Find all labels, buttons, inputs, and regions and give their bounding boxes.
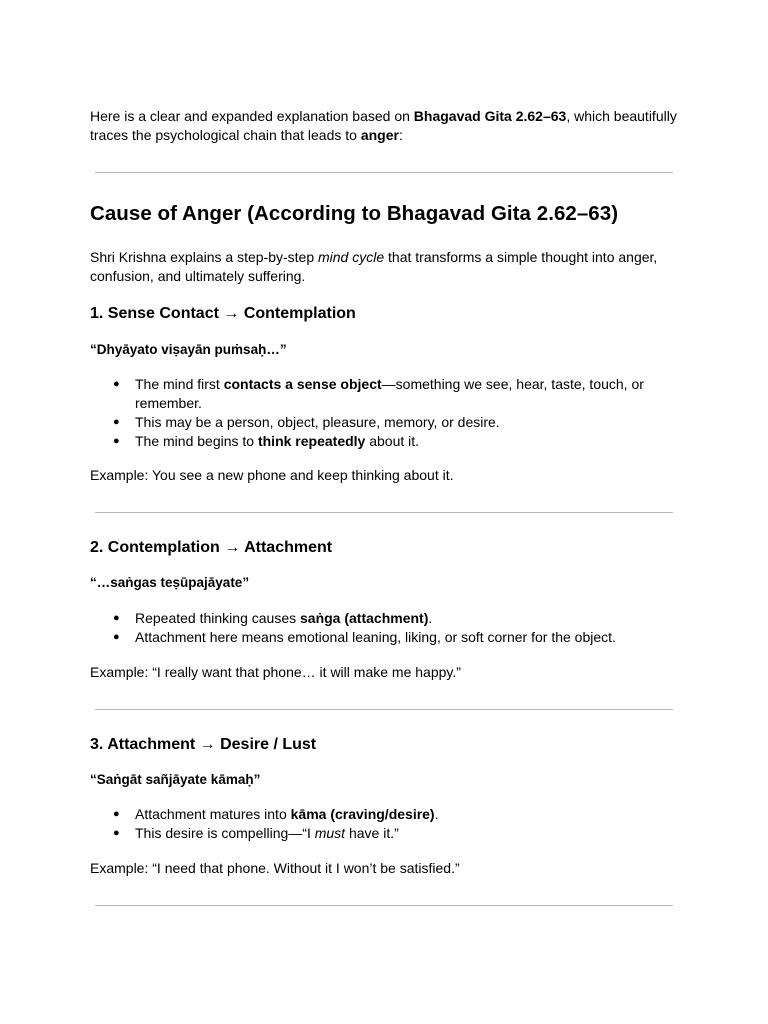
- section-example: Example: “I really want that phone… it will make me happy.”: [90, 664, 461, 680]
- list-item-text: Repeated thinking causes: [135, 610, 300, 626]
- lead-text: Shri Krishna explains a step-by-step: [90, 249, 318, 265]
- intro-text: Here is a clear and expanded explanation based on: [90, 108, 414, 124]
- bullet-list: [90, 805, 680, 843]
- bullet-icon: ●: [113, 631, 120, 643]
- intro-bold-anger: anger: [360, 127, 399, 143]
- list-item-bold: saṅga (attachment): [300, 610, 429, 626]
- intro-text: , which beautifully traces the psychological chain that leads to: [90, 108, 677, 143]
- lead-paragraph: [90, 248, 680, 286]
- bullet-icon: ●: [113, 808, 120, 820]
- bullet-list: [90, 375, 680, 451]
- list-item: [90, 413, 680, 432]
- list-item-text: This may be a person, object, pleasure, memory, or desire.: [135, 414, 500, 430]
- list-item-text: .: [428, 610, 433, 626]
- list-item-bold: contacts a sense object: [223, 376, 382, 392]
- lead-text: that transforms a simple thought into anger, confusion, and ultimately suffering.: [90, 249, 658, 284]
- list-item-text: have it.”: [345, 825, 399, 841]
- page-title: Cause of Anger (According to Bhagavad Gita 2.62–63): [90, 202, 619, 225]
- list-item-text: Attachment here means emotional leaning, liking, or soft corner for the object.: [135, 629, 616, 645]
- list-item-text: This desire is compelling—“I: [135, 825, 315, 841]
- divider: [95, 172, 673, 173]
- section-heading: 3. Attachment → Desire / Lust: [90, 736, 317, 753]
- intro-bold-reference: Bhagavad Gita 2.62–63: [413, 108, 567, 124]
- bullet-icon: ●: [113, 435, 120, 447]
- list-item-bold: think repeatedly: [257, 433, 366, 449]
- divider: [95, 709, 673, 710]
- bullet-icon: ●: [113, 827, 120, 839]
- section-heading: 2. Contemplation → Attachment: [90, 539, 333, 556]
- section-example: Example: “I need that phone. Without it I won’t be satisfied.”: [90, 860, 460, 876]
- list-item-bold: kāma (craving/desire): [290, 806, 435, 822]
- list-item-text: about it.: [365, 433, 420, 449]
- intro-text: :: [398, 127, 403, 143]
- list-item-text: Attachment matures into: [135, 806, 291, 822]
- bullet-icon: ●: [113, 612, 120, 624]
- divider: [95, 512, 673, 513]
- list-item: [90, 628, 680, 647]
- list-item-text: .: [434, 806, 439, 822]
- section-example: Example: You see a new phone and keep thinking about it.: [90, 467, 454, 483]
- list-item-italic: must: [314, 825, 346, 841]
- list-item-text: —something we see, hear, taste, touch, or remember.: [135, 376, 644, 411]
- section-quote: “Dhyāyato viṣayān puṁsaḥ…”: [90, 342, 287, 357]
- list-item: [90, 609, 680, 628]
- list-item: [90, 824, 680, 843]
- list-item-text: The mind begins to: [135, 433, 258, 449]
- lead-italic: mind cycle: [318, 249, 385, 265]
- list-item-text: The mind first: [135, 376, 224, 392]
- list-item: [90, 805, 680, 824]
- list-item: [90, 375, 680, 413]
- bullet-list: [90, 609, 680, 647]
- bullet-icon: ●: [113, 416, 120, 428]
- section-quote: “Saṅgāt sañjāyate kāmaḥ”: [90, 772, 261, 787]
- bullet-icon: ●: [113, 378, 120, 390]
- section-quote: “…saṅgas teṣūpajāyate”: [90, 575, 250, 590]
- list-item: [90, 432, 680, 451]
- section-heading: 1. Sense Contact → Contemplation: [90, 305, 356, 322]
- intro-paragraph: [90, 107, 680, 145]
- divider: [95, 905, 673, 906]
